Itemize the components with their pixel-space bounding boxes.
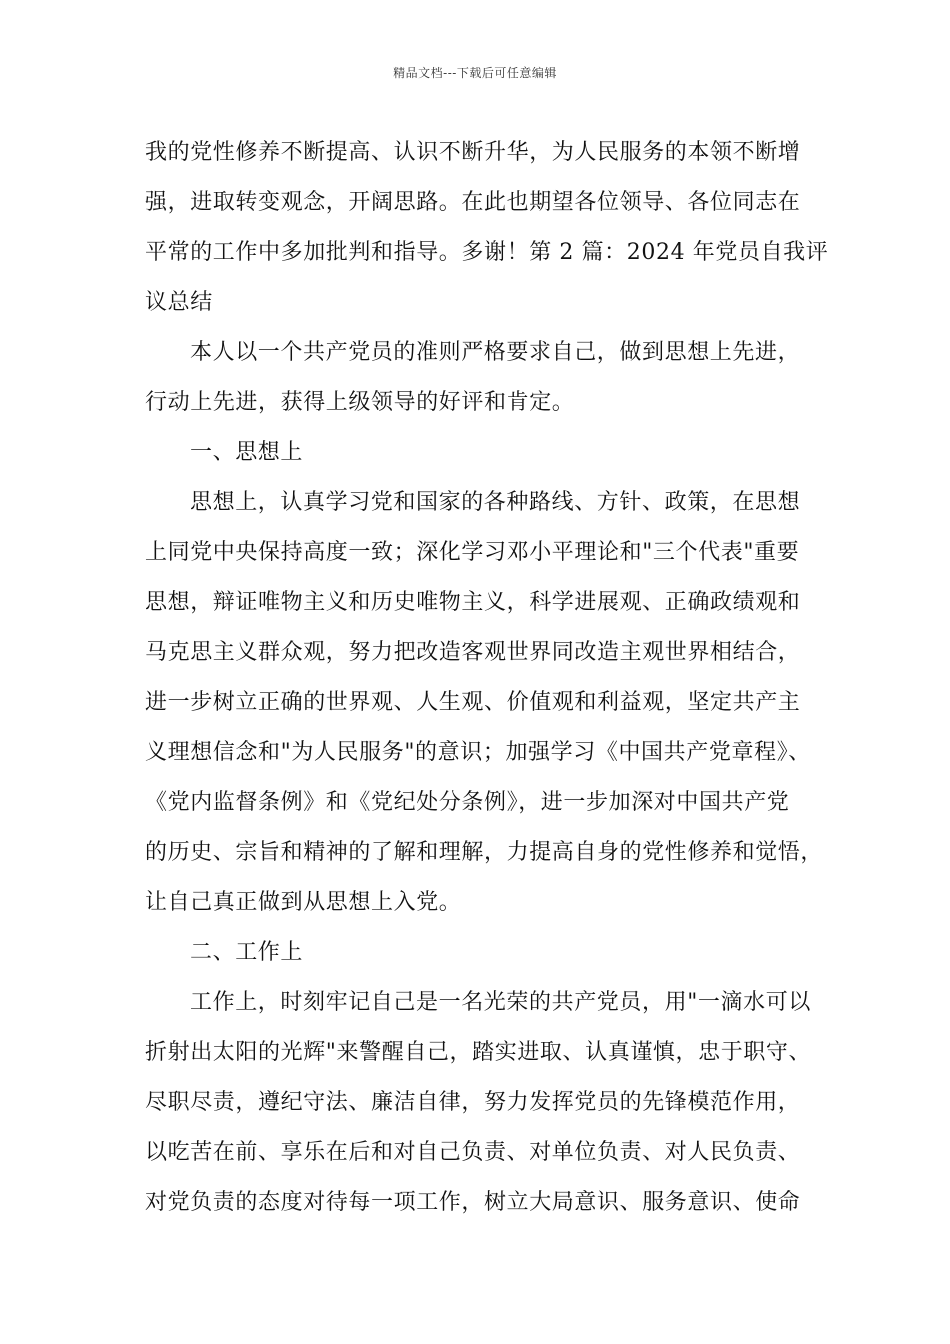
text-line: 马克思主义群众观，努力把改造客观世界同改造主观世界相结合， — [145, 640, 801, 665]
text-line: 议总结 — [145, 290, 213, 315]
text-line: 折射出太阳的光辉"来警醒自己，踏实进取、认真谨慎，忠于职守、 — [145, 1040, 812, 1065]
section-heading: 二、工作上 — [190, 940, 304, 965]
text-line: 思想上，认真学习党和国家的各种路线、方针、政策，在思想 — [190, 490, 801, 515]
text-line: 平常的工作中多加批判和指导。多谢！第 2 篇：2024 年党员自我评 — [145, 240, 829, 265]
text-line: 《党内监督条例》和《党纪处分条例》，进一步加深对中国共产党 — [145, 790, 790, 815]
text-line: 思想，辩证唯物主义和历史唯物主义，科学进展观、正确政绩观和 — [145, 590, 801, 615]
text-line: 本人以一个共产党员的准则严格要求自己，做到思想上先进， — [190, 340, 801, 365]
text-line: 进一步树立正确的世界观、人生观、价值观和利益观，坚定共产主 — [145, 690, 801, 715]
text-line: 以吃苦在前、享乐在后和对自己负责、对单位负责、对人民负责、 — [145, 1140, 801, 1165]
text-line: 我的党性修养不断提高、认识不断升华，为人民服务的本领不断增 — [145, 140, 801, 165]
text-line: 让自己真正做到从思想上入党。 — [145, 890, 462, 915]
text-line: 强，进取转变观念，开阔思路。在此也期望各位领导、各位同志在 — [145, 190, 801, 215]
section-heading: 一、思想上 — [190, 440, 304, 465]
text-line: 行动上先进，获得上级领导的好评和肯定。 — [145, 390, 575, 415]
text-line: 义理想信念和"为人民服务"的意识；加强学习《中国共产党章程》、 — [145, 740, 811, 765]
text-line: 尽职尽责，遵纪守法、廉洁自律，努力发挥党员的先锋模范作用， — [145, 1090, 801, 1115]
page-header: 精品文档---下载后可任意编辑 — [393, 66, 557, 80]
text-line: 的历史、宗旨和精神的了解和理解，力提高自身的党性修养和觉悟， — [145, 840, 824, 865]
document-body — [145, 128, 835, 1228]
text-line: 工作上，时刻牢记自己是一名光荣的共产党员，用"一滴水可以 — [190, 990, 811, 1015]
text-line: 上同党中央保持高度一致；深化学习邓小平理论和"三个代表"重要 — [145, 540, 800, 565]
text-line: 对党负责的态度对待每一项工作，树立大局意识、服务意识、使命 — [145, 1190, 801, 1215]
